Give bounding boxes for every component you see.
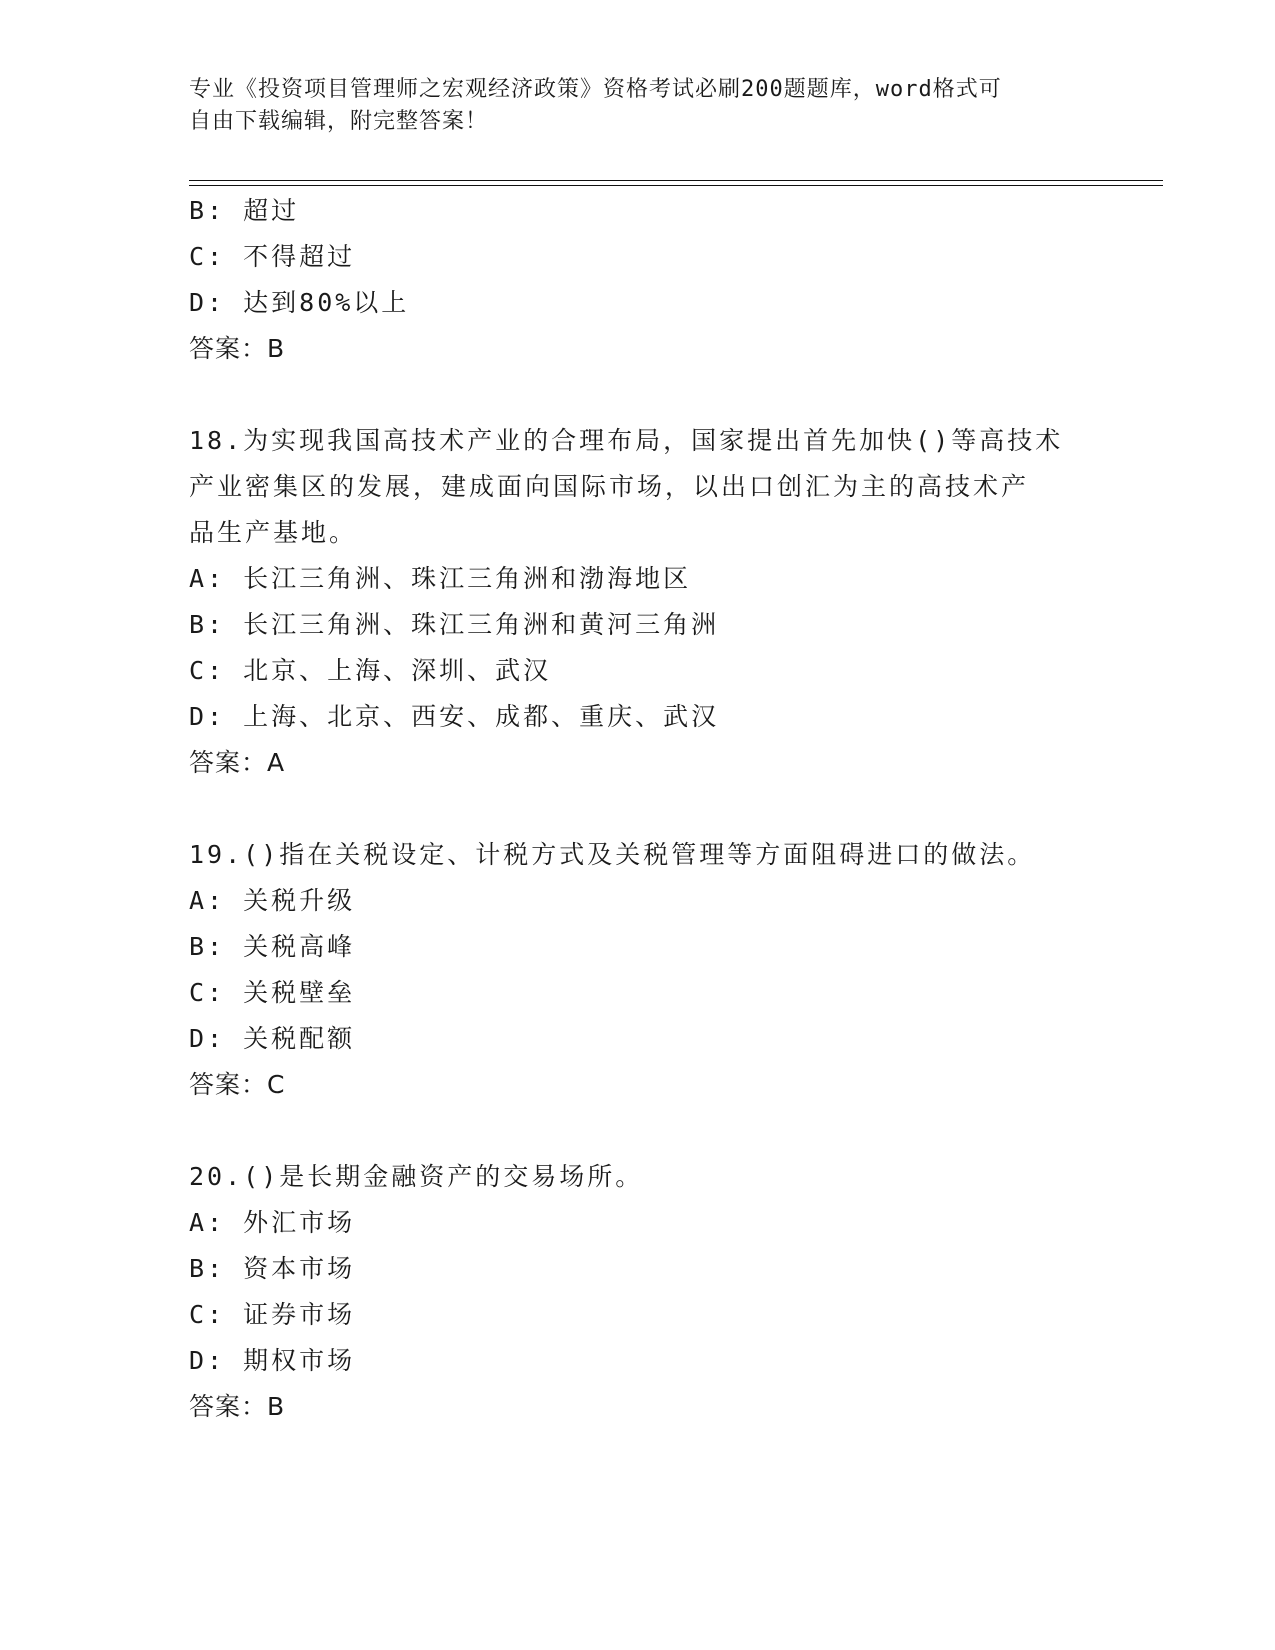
document-header (189, 74, 1089, 138)
question-text-line: 品生产基地。 (189, 518, 358, 547)
question-20 (189, 1154, 1109, 1430)
question-text-line: 产业密集区的发展，建成面向国际市场，以出口创汇为主的高技术产 (189, 472, 1030, 501)
option-c: C: 北京、上海、深圳、武汉 (189, 656, 552, 685)
header-line-2: 自由下载编辑，附完整答案！ (189, 109, 489, 134)
question-text-line: 18.为实现我国高技术产业的合理布局，国家提出首先加快()等高技术 (189, 426, 1064, 455)
header-divider-bottom (189, 185, 1163, 186)
spacer (189, 372, 1109, 418)
option-c: C: 证券市场 (189, 1300, 356, 1329)
question-18 (189, 418, 1109, 786)
option-a: A: 长江三角洲、珠江三角洲和渤海地区 (189, 564, 692, 593)
option-a: A: 外汇市场 (189, 1208, 356, 1237)
header-line-1: 专业《投资项目管理师之宏观经济政策》资格考试必刷200题题库，word格式可 (189, 77, 1002, 102)
option-c: C: 关税壁垒 (189, 978, 356, 1007)
option-d: D: 上海、北京、西安、成都、重庆、武汉 (189, 702, 720, 731)
option-b: B: 超过 (189, 196, 300, 225)
option-d: D: 期权市场 (189, 1346, 356, 1375)
header-divider-top (189, 180, 1163, 181)
option-d: D: 关税配额 (189, 1024, 356, 1053)
spacer (189, 1108, 1109, 1154)
option-a: A: 关税升级 (189, 886, 356, 915)
question-text-line: 19.()指在关税设定、计税方式及关税管理等方面阻碍进口的做法。 (189, 840, 1036, 869)
spacer (189, 786, 1109, 832)
question-17-continuation (189, 188, 1109, 372)
option-b: B: 资本市场 (189, 1254, 356, 1283)
option-d: D: 达到80%以上 (189, 288, 410, 317)
answer-line: 答案：B (189, 334, 286, 363)
question-text-line: 20.()是长期金融资产的交易场所。 (189, 1162, 644, 1191)
option-b: B: 长江三角洲、珠江三角洲和黄河三角洲 (189, 610, 720, 639)
document-body (189, 188, 1109, 1430)
answer-line: 答案：A (189, 748, 286, 777)
question-19 (189, 832, 1109, 1108)
option-c: C: 不得超过 (189, 242, 356, 271)
answer-line: 答案：C (189, 1070, 286, 1099)
answer-line: 答案：B (189, 1392, 286, 1421)
option-b: B: 关税高峰 (189, 932, 356, 961)
